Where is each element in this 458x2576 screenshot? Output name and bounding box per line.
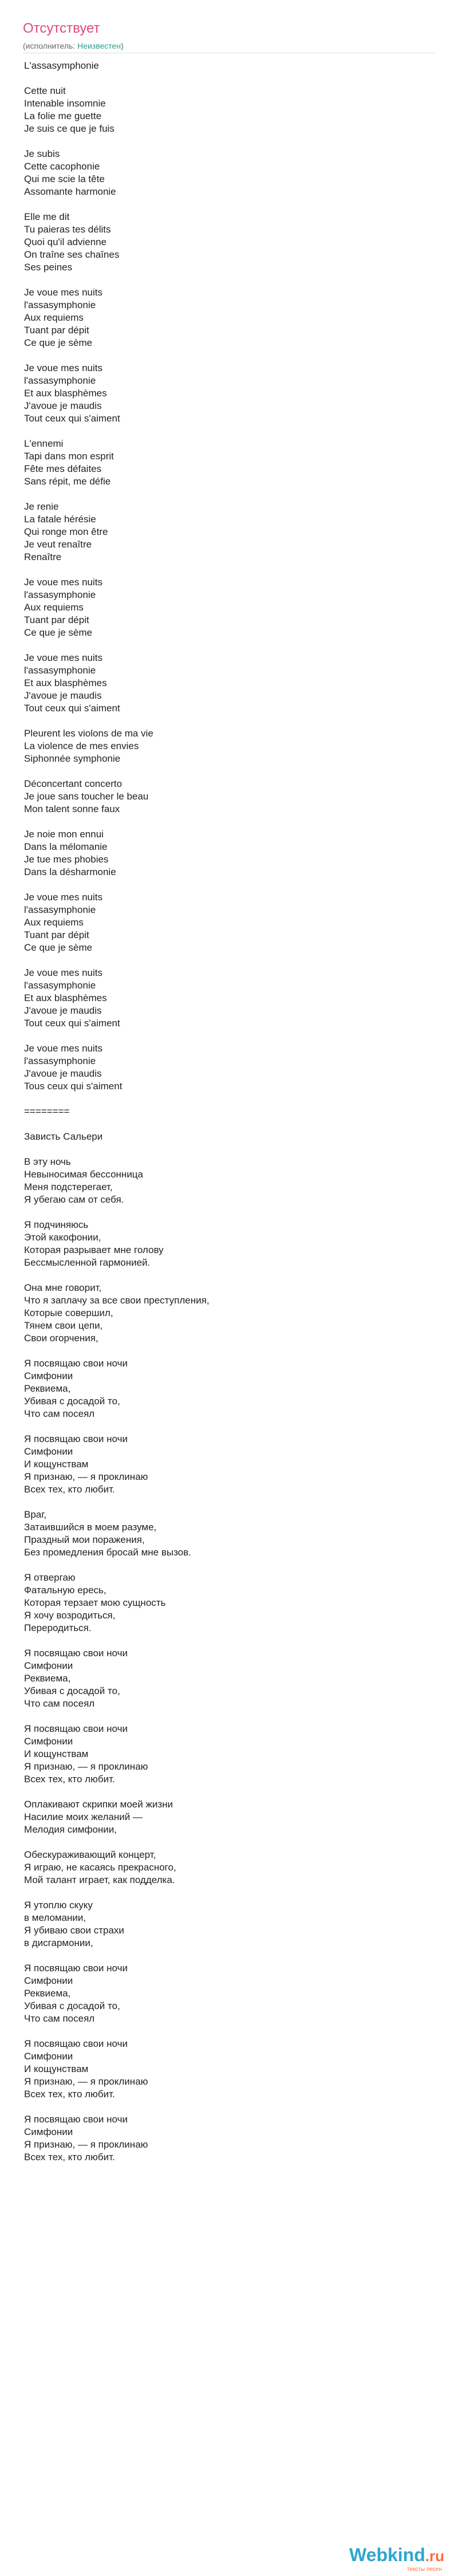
logo-tagline: тексты песен bbox=[406, 2566, 442, 2573]
song-title: Отсутствует bbox=[23, 21, 100, 36]
logo-brand: Webkind bbox=[349, 2545, 425, 2565]
logo-suffix: .ru bbox=[425, 2547, 444, 2565]
site-logo[interactable] bbox=[349, 2545, 444, 2566]
artist-link[interactable]: Неизвестен bbox=[77, 41, 121, 50]
artist-prefix: (исполнитель: bbox=[23, 41, 78, 50]
artist-line bbox=[23, 41, 124, 50]
artist-suffix: ) bbox=[121, 41, 124, 50]
lyrics-text: L'assasymphonie Cette nuit Intenable insomnie La folie me guette Je suis ce que je fuis Je subis Cette cacophonie Qui me scie la tête Assomante harmonie Elle me dit Tu paieras tes délits Quoi qu'il advienne On traîne ses chaînes Ses peines Je voue mes nuits l'assasymphonie Aux requiems Tuant par dépit Ce que je sème Je voue mes nuits l'assasymphonie Et aux blasphèmes J'avoue je maudis Tout ceux qui s'aiment L'ennemi Tapi dans mon esprit Fête mes défaites Sans répit, me défie Je renie La fatale hérésie Qui ronge mon être Je veut renaître Renaître Je voue mes nuits l'assasymphonie Aux requiems Tuant par dépit Ce que je sème Je voue mes nuits l'assasymphonie Et aux blasphèmes J'avoue je maudis Tout ceux qui s'aiment Pleurent les violons de ma vie La violence de mes envies Siphonnée symphonie Déconcertant concerto Je joue sans toucher le beau Mon talent sonne faux Je noie mon ennui Dans la mélomanie Je tue mes phobies Dans la désharmonie Je voue mes nuits l'assasymphonie Aux requiems Tuant par dépit Ce que je sème Je voue mes nuits l'assasymphonie Et aux blasphèmes J'avoue je maudis Tout ceux qui s'aiment Je voue mes nuits l'assasymphonie J'avoue je maudis Tous ceux qui s'aiment ======== Зависть Сальери В эту ночь Невыносимая бессонница Меня подстерегает, Я убегаю сам от себя. Я подчиняюсь Этой какофонии, Которая разрывает мне голову Бессмысленной гармонией. Она мне говорит, Что я заплачу за все свои преступления, Которые совершил, Тянем свои цепи, Свои огорчения, Я посвящаю свои ночи Симфонии Реквиема, Убивая с досадой то, Что сам посеял Я посвящаю свои ночи Симфонии И кощунствам Я признаю, — я проклинаю Всех тех, кто любит. Враг, Затаившийся в моем разуме, Праздный мои поражения, Без промедления бросай мне вызов. Я отвергаю Фатальную ересь, Которая терзает мою сущность Я хочу возродиться, Переродиться. Я посвящаю свои ночи Симфонии Реквиема, Убивая с досадой то, Что сам посеял Я посвящаю свои ночи Симфонии И кощунствам Я признаю, — я проклинаю Всех тех, кто любит. Оплакивают скрипки моей жизни Насилие моих желаний — Мелодия симфонии, Обескураживающий концерт, Я играю, не касаясь прекрасного, Мой талант играет, как подделка. Я утоплю скуку в меломании, Я убиваю свои страхи в дисгармонии, Я посвящаю свои ночи Симфонии Реквиема, Убивая с досадой то, Что сам посеял Я посвящаю свои ночи Симфонии И кощунствам Я признаю, — я проклинаю Всех тех, кто любит. Я посвящаю свои ночи Симфонии Я признаю, — я проклинаю Всех тех, кто любит. bbox=[24, 60, 210, 2163]
